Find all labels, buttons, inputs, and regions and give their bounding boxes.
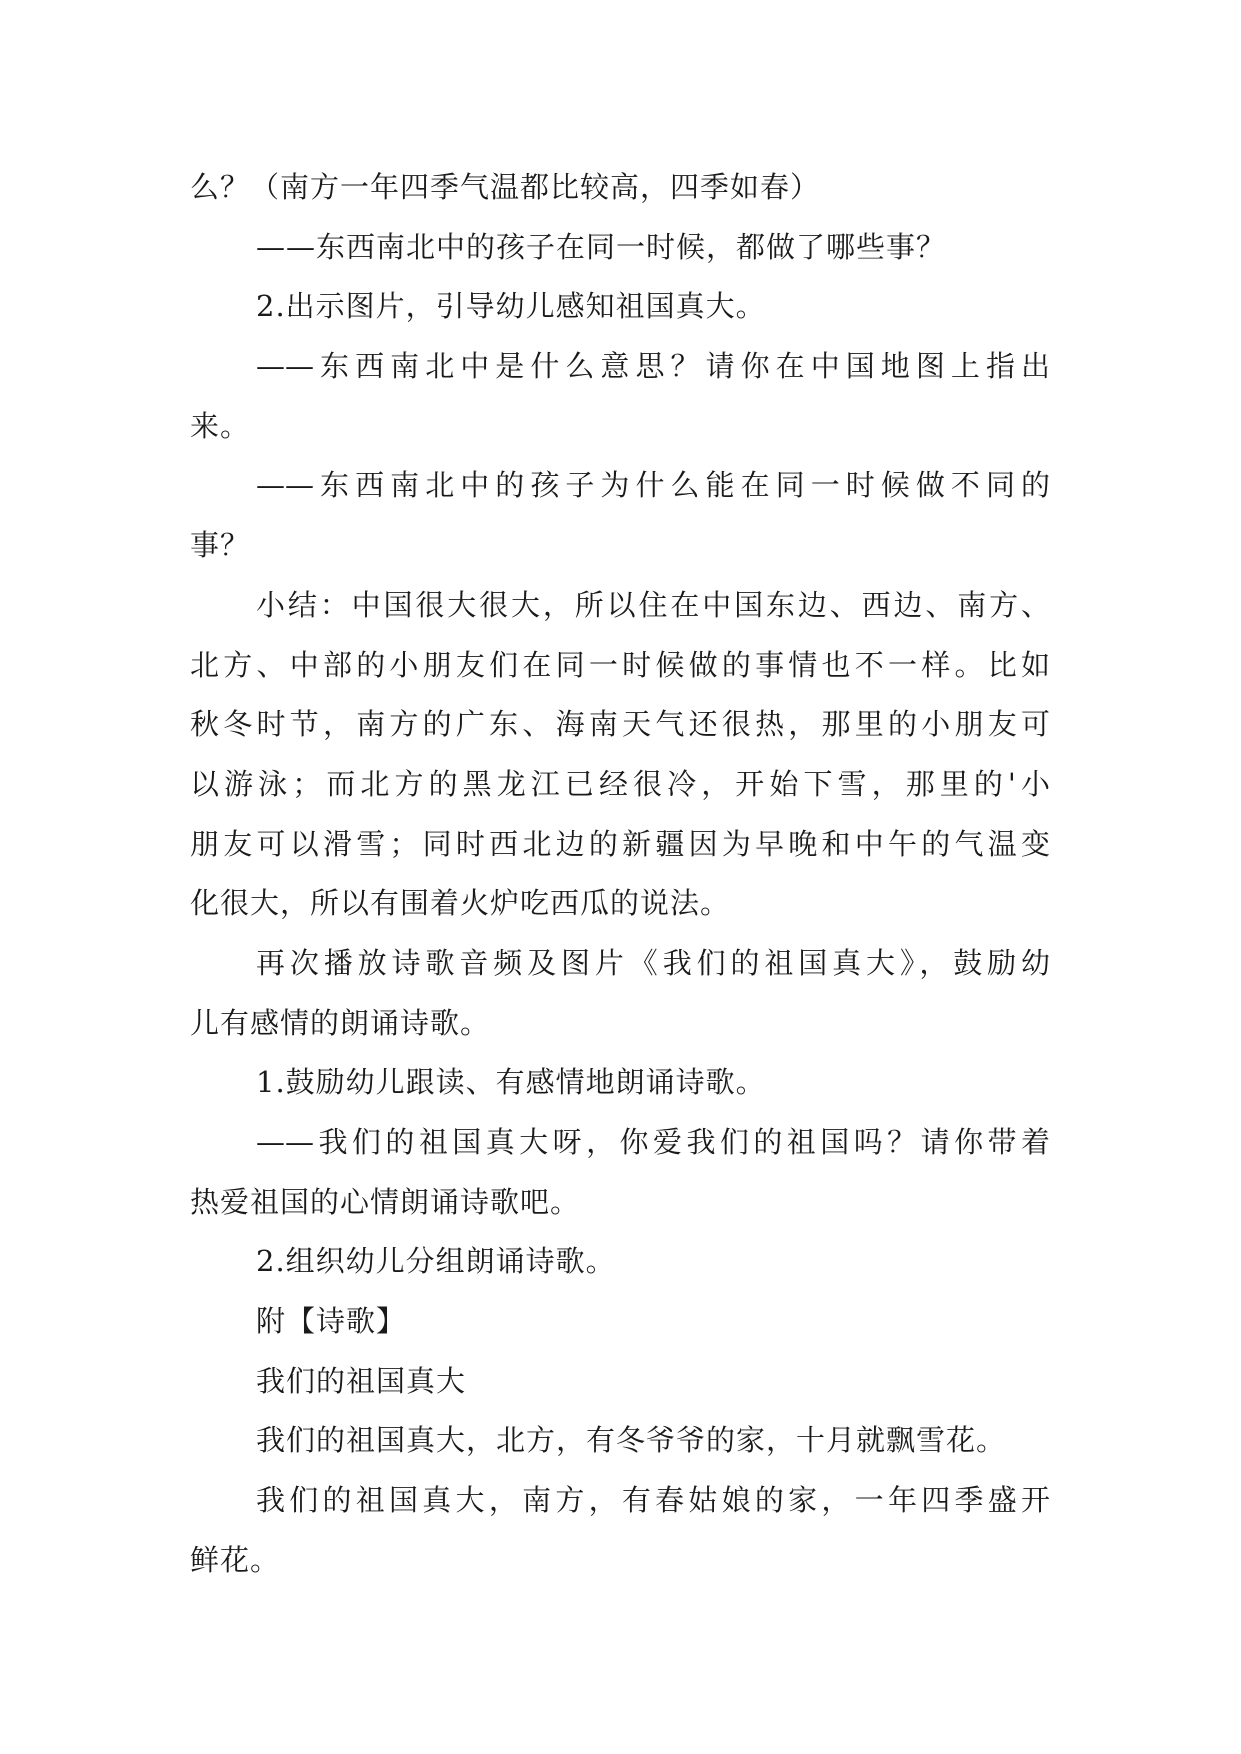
text-line: 热爱祖国的心情朗诵诗歌吧。 [190,1184,581,1219]
text-line: 以游泳；而北方的黑龙江已经很冷，开始下雪，那里的'小 [190,766,1050,801]
text-line: 小结：中国很大很大，所以住在中国东边、西边、南方、 [256,587,1050,622]
text-line: 2.组织幼儿分组朗诵诗歌。 [256,1244,616,1279]
text-line: 2.出示图片，引导幼儿感知祖国真大。 [256,289,766,324]
poem-title: 我们的祖国真大 [256,1363,467,1398]
text-line: 事？ [190,528,251,563]
text-line: 来。 [190,408,251,443]
section-label: 附【诗歌】 [256,1304,407,1339]
text-line: 么？（南方一年四季气温都比较高，四季如春） [190,170,821,204]
poem-line: 我们的祖国真大，北方，有冬爷爷的家，十月就飘雪花。 [256,1423,1007,1458]
text-line: 朋友可以滑雪；同时西北边的新疆因为早晚和中午的气温变 [190,826,1050,861]
text-line: ——东西南北中的孩子为什么能在同一时候做不同的 [256,468,1050,503]
text-line: 北方、中部的小朋友们在同一时候做的事情也不一样。比如 [190,647,1050,682]
text-line: 儿有感情的朗诵诗歌。 [190,1005,491,1040]
text-line: 秋冬时节，南方的广东、海南天气还很热，那里的小朋友可 [190,707,1050,742]
text-line: ——东西南北中是什么意思？请你在中国地图上指出 [256,349,1050,384]
text-line: ——东西南北中的孩子在同一时候，都做了哪些事？ [256,229,947,264]
poem-line: 我们的祖国真大，南方，有春姑娘的家，一年四季盛开 [256,1483,1050,1518]
text-line: 化很大，所以有围着火炉吃西瓜的说法。 [190,886,731,921]
text-line: ——我们的祖国真大呀，你爱我们的祖国吗？请你带着 [256,1125,1050,1159]
text-line: 再次播放诗歌音频及图片《我们的祖国真大》，鼓励幼 [256,945,1050,980]
text-line: 1.鼓励幼儿跟读、有感情地朗诵诗歌。 [256,1065,766,1100]
poem-line: 鲜花。 [190,1542,281,1577]
document-page [190,158,1050,1591]
